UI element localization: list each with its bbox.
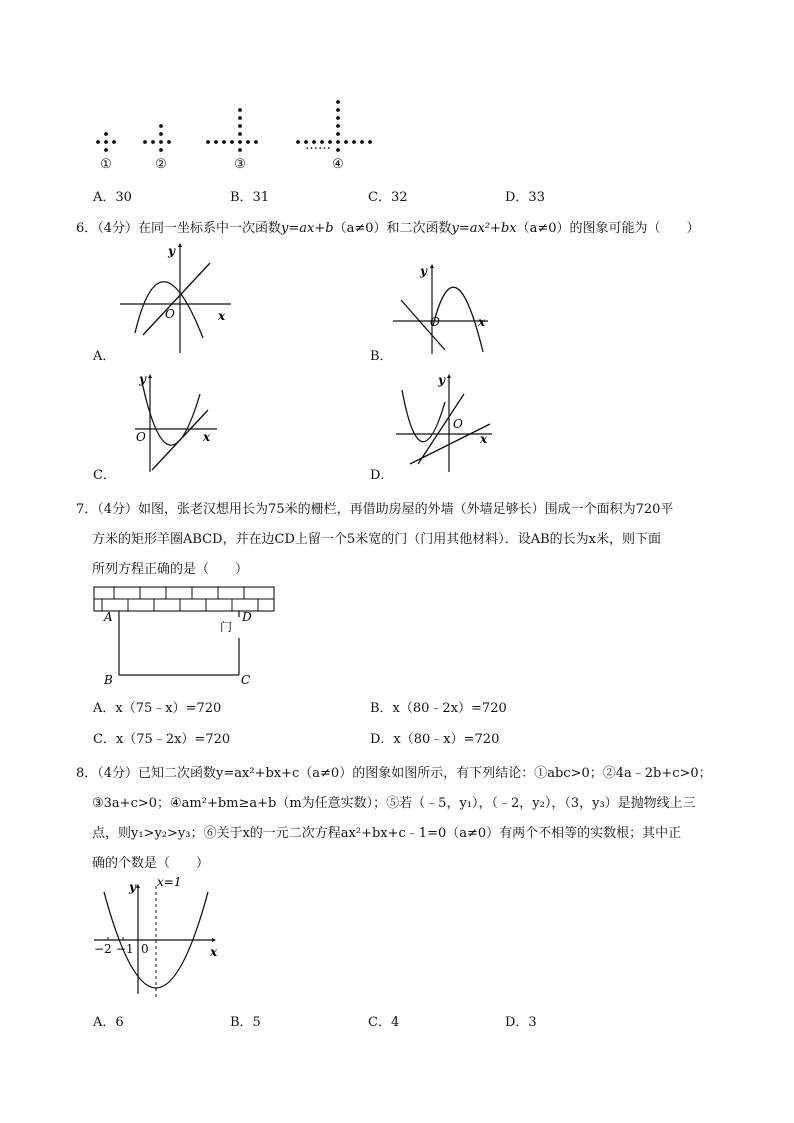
q6-a-x-label: x xyxy=(218,309,226,323)
q8-stem-line4: 确的个数是（ ） xyxy=(92,856,210,871)
q8-axis-label: x=1 xyxy=(157,875,182,889)
q8-x-label: x xyxy=(210,945,218,959)
q8-option-b[interactable]: B．5 xyxy=(230,1015,261,1030)
q5-ellipsis: …… xyxy=(305,138,331,153)
q5-option-c[interactable]: C．32 xyxy=(368,190,408,205)
q7-sheep-pen-figure xyxy=(92,583,282,688)
q7-option-b[interactable]: B．x（80﹣2x）=720 xyxy=(370,701,507,716)
q6-graph-c xyxy=(130,372,225,477)
q6-formula-quadratic: y=ax²+bx xyxy=(451,221,517,236)
q6-graph-b xyxy=(385,262,495,362)
q8-stem-line1: 8．（4分）已知二次函数y=ax²+bx+c（a≠0）的图象如图所示，有下列结论：①abc>0；②4a﹣2b+c>0； xyxy=(76,766,712,781)
q5-option-d[interactable]: D．33 xyxy=(505,190,545,205)
q6-c-y-label: y xyxy=(139,372,146,386)
q7-stem-line3: 所列方程正确的是（ ） xyxy=(92,562,249,577)
q6-b-x-label: x xyxy=(478,315,486,329)
q6-graph-d xyxy=(392,372,502,477)
q7-point-b: B xyxy=(104,673,113,687)
q6-d-y-label: y xyxy=(438,373,445,387)
q6-option-b[interactable]: B． xyxy=(370,349,393,364)
q7-door-label: 门 xyxy=(220,620,233,634)
q6-d-x-label: x xyxy=(480,432,488,446)
q6-stem-mid: （a≠0）和二次函数 xyxy=(333,221,452,236)
q8-origin: 0 xyxy=(141,942,149,956)
q7-option-c[interactable]: C．x（75﹣2x）=720 xyxy=(93,732,231,747)
q5-option-a[interactable]: A．30 xyxy=(93,190,132,205)
q7-stem-line2: 方米的矩形羊圈ABCD，并在边CD上留一个5米宽的门（门用其他材料）．设AB的长为x米，则下面 xyxy=(92,532,661,547)
q6-a-y-label: y xyxy=(168,244,175,258)
q6-stem-prefix: 6．（4分）在同一坐标系中一次函数 xyxy=(76,221,282,236)
q6-stem xyxy=(76,217,700,236)
q7-stem-line1: 7．（4分）如图，张老汉想用长为75米的栅栏，再借助房屋的外墙（外墙足够长）围成一个面积为720平 xyxy=(76,502,674,517)
q8-option-d[interactable]: D．3 xyxy=(505,1015,537,1030)
q6-option-d[interactable]: D． xyxy=(370,468,394,483)
q6-option-a[interactable]: A． xyxy=(93,349,116,364)
q5-fig-label-4: ④ xyxy=(332,157,344,172)
q6-c-x-label: x xyxy=(203,430,211,444)
q5-fig-label-2: ② xyxy=(155,157,167,172)
q7-point-c: C xyxy=(241,673,251,687)
q8-tick-minus1: −1 xyxy=(116,942,134,956)
q8-parabola-figure xyxy=(90,874,230,1004)
q7-point-a: A xyxy=(104,610,113,624)
q6-formula-linear: y=ax+b xyxy=(281,221,334,236)
q7-point-d: D xyxy=(242,610,252,624)
q5-option-b[interactable]: B．31 xyxy=(230,190,270,205)
q8-option-a[interactable]: A．6 xyxy=(93,1015,124,1030)
q8-y-label: y xyxy=(129,880,136,894)
q8-stem-line2: ③3a+c>0；④am²+bm≥a+b（m为任意实数）；⑤若（﹣5，y₁），（﹣2，y₂），（3，y₃）是抛物线上三 xyxy=(92,796,696,811)
q6-d-origin: O xyxy=(453,417,463,431)
q6-b-y-label: y xyxy=(420,264,427,278)
q6-stem-suffix: （a≠0）的图象可能为（ ） xyxy=(516,221,700,236)
q6-option-c[interactable]: C． xyxy=(93,468,116,483)
q8-stem-line3: 点，则y₁>y₂>y₃；⑥关于x的一元二次方程ax²+bx+c﹣1=0（a≠0）有两个不相等的实数根；其中正 xyxy=(92,826,682,841)
q7-option-d[interactable]: D．x（80﹣x）=720 xyxy=(370,732,500,747)
q6-a-origin: O xyxy=(165,307,175,321)
q6-b-origin: O xyxy=(430,315,440,329)
q5-dot-figures xyxy=(85,98,425,160)
q5-fig-label-3: ③ xyxy=(234,157,246,172)
q7-option-a[interactable]: A．x（75﹣x）=720 xyxy=(93,701,222,716)
q5-fig-label-1: ① xyxy=(100,157,112,172)
q6-graph-a xyxy=(115,243,240,358)
q8-tick-minus2: −2 xyxy=(94,942,112,956)
q8-option-c[interactable]: C．4 xyxy=(368,1015,400,1030)
q6-c-origin: O xyxy=(136,430,146,444)
